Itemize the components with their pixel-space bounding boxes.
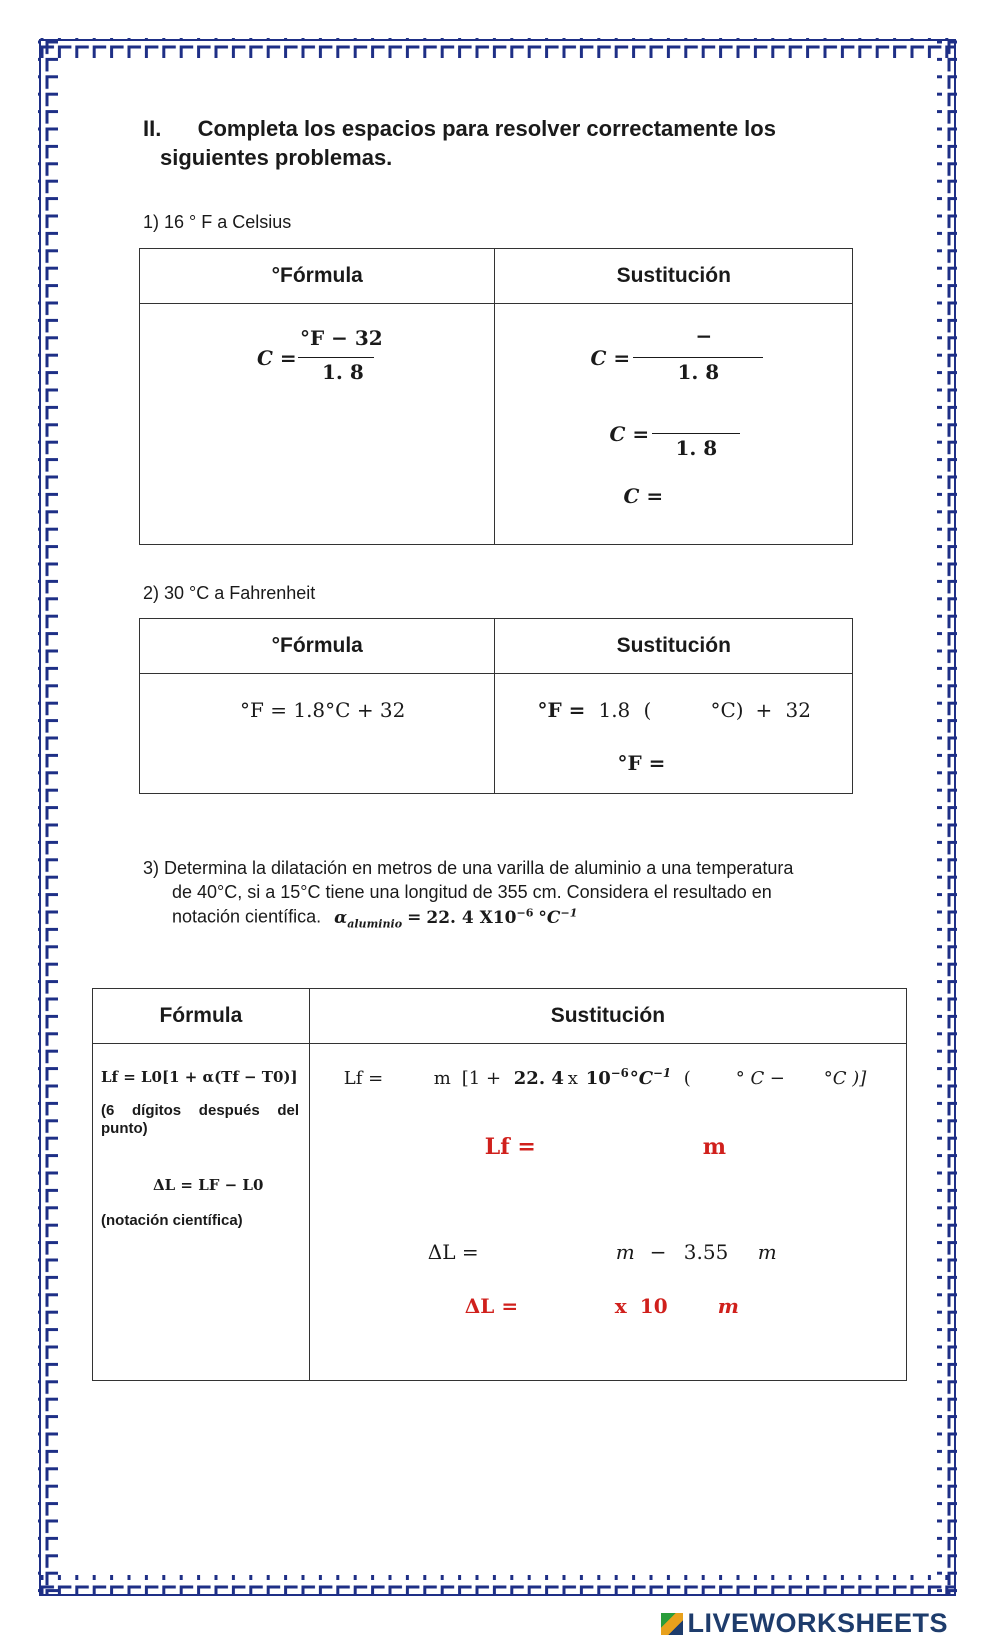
lf-result-lhs: Lf = bbox=[484, 1134, 536, 1160]
problem2-formula-header: °Fórmula bbox=[140, 619, 495, 674]
problem2-formula: °F = 1.8°C + 32 bbox=[240, 698, 406, 722]
problem1-sub-row2-lhs: C = bbox=[609, 422, 650, 446]
problem3-formula-cell bbox=[93, 1044, 310, 1381]
problem2-sub-coef: 1.8 bbox=[598, 698, 631, 722]
delta-sub-m1: m bbox=[615, 1240, 635, 1264]
problem1-formula-numerator: °F − 32 bbox=[300, 326, 383, 350]
section-title-line1: Completa los espacios para resolver correctamente los bbox=[197, 116, 776, 141]
problem3-sub-cell bbox=[309, 1044, 906, 1381]
problem3-text-line2: de 40°C, si a 15°C tiene una longitud de 355 cm. Considera el resultado en bbox=[172, 882, 772, 902]
delta-result-lhs: ΔL = bbox=[464, 1294, 519, 1318]
problem2-sub-result: °F = bbox=[617, 751, 666, 775]
lf-sub-t2: °C )] bbox=[823, 1068, 867, 1089]
alpha-subscript: aluminio bbox=[347, 917, 403, 931]
delta-sub-minus: − bbox=[649, 1240, 667, 1264]
problem1-formula-denominator: 1. 8 bbox=[322, 360, 364, 384]
problem3-text-line1: 3) Determina la dilatación en metros de una varilla de aluminio a una temperatura bbox=[143, 858, 794, 878]
alpha-symbol: $\alpha_{aluminio}$ bbox=[334, 907, 403, 931]
problem3-note1: (6 dígitos después del punto) bbox=[101, 1102, 299, 1137]
liveworksheets-logo-text: LIVEWORKSHEETS bbox=[687, 1608, 948, 1638]
alpha-equals: = bbox=[407, 907, 422, 928]
lf-sub-unit: $^\circ C^{-1}$ bbox=[629, 1066, 672, 1089]
problem1-sub-row2-den: 1. 8 bbox=[675, 436, 718, 460]
delta-sub-lhs: ΔL = bbox=[427, 1240, 479, 1264]
problem1-table bbox=[139, 248, 853, 545]
problem2-label: 2) 30 °C a Fahrenheit bbox=[143, 583, 316, 603]
lf-sub-m: m bbox=[433, 1068, 451, 1089]
lf-sub-lhs: Lf = bbox=[343, 1068, 384, 1089]
problem3-sub-header: Sustitución bbox=[309, 989, 906, 1044]
lf-result-unit: m bbox=[702, 1134, 727, 1160]
lf-sub-coef: 22. 4 bbox=[513, 1068, 564, 1089]
problem3-note2: (notación científica) bbox=[101, 1212, 243, 1229]
problem3-formula2: ΔL = LF − L0 bbox=[153, 1176, 264, 1194]
problem2-sub-const: 32 bbox=[785, 698, 811, 722]
delta-sub-value: 3.55 bbox=[683, 1240, 729, 1264]
liveworksheets-logo bbox=[661, 1608, 948, 1639]
problem2-sub-lhs: °F = bbox=[537, 698, 586, 722]
problem2-sub-header: Sustitución bbox=[495, 619, 853, 674]
delta-result-m: m bbox=[717, 1294, 739, 1318]
section-number: II. bbox=[143, 116, 162, 141]
lf-sub-minus: − bbox=[769, 1068, 785, 1089]
lf-sub-x: x bbox=[567, 1068, 578, 1089]
problem3-table bbox=[92, 988, 907, 1381]
problem3-formula1: Lf = L0[1 + α(Tf − T0)] bbox=[101, 1068, 298, 1086]
problem3-text-line3-label: notación científica. bbox=[172, 906, 322, 927]
section-heading bbox=[143, 114, 776, 143]
lf-sub-paren: ( bbox=[683, 1068, 691, 1089]
delta-result-x: x bbox=[614, 1294, 627, 1318]
problem1-sub-row1-lhs: C = bbox=[590, 346, 631, 370]
problem2-table bbox=[139, 618, 853, 794]
section-title-line2: siguientes problemas. bbox=[160, 145, 393, 170]
problem1-sub-cell bbox=[495, 304, 853, 545]
problem2-sub-plus: + bbox=[755, 698, 773, 722]
problem2-sub-cell bbox=[495, 674, 853, 794]
delta-sub-m2: m bbox=[757, 1240, 777, 1264]
alpha-value: 22. 4 $X10^{-6}$ bbox=[426, 906, 534, 928]
problem1-fraction-bar bbox=[298, 357, 374, 358]
liveworksheets-logo-icon bbox=[661, 1613, 683, 1635]
problem2-formula-cell bbox=[140, 674, 495, 794]
problem1-sub-row3-lhs: C = bbox=[623, 484, 664, 508]
problem1-sub-row2-bar bbox=[652, 433, 740, 434]
lf-sub-power: $10^{-6}$ bbox=[585, 1066, 629, 1089]
problem2-sub-unit: °C) bbox=[710, 698, 744, 722]
delta-result-ten: 10 bbox=[639, 1294, 668, 1318]
problem1-sub-row1-bar bbox=[633, 357, 763, 358]
problem3-formula-header: Fórmula bbox=[93, 989, 310, 1044]
problem1-formula-cell bbox=[140, 304, 495, 545]
problem1-formula-lhs: C = bbox=[257, 346, 297, 370]
lf-sub-t1: ° C bbox=[735, 1068, 765, 1089]
problem1-sub-row1-num: − bbox=[695, 324, 713, 348]
problem1-label: 1) 16 ° F a Celsius bbox=[143, 212, 292, 232]
problem1-sub-header: Sustitución bbox=[495, 249, 853, 304]
problem1-formula-header: °Fórmula bbox=[140, 249, 495, 304]
problem3-text-line3 bbox=[172, 906, 577, 930]
alpha-unit: $^\circ C^{-1}$ bbox=[538, 906, 578, 928]
lf-sub-bracket: [1 + bbox=[461, 1068, 502, 1089]
problem1-sub-row1-den: 1. 8 bbox=[677, 360, 720, 384]
problem2-sub-open-paren: ( bbox=[643, 698, 652, 722]
